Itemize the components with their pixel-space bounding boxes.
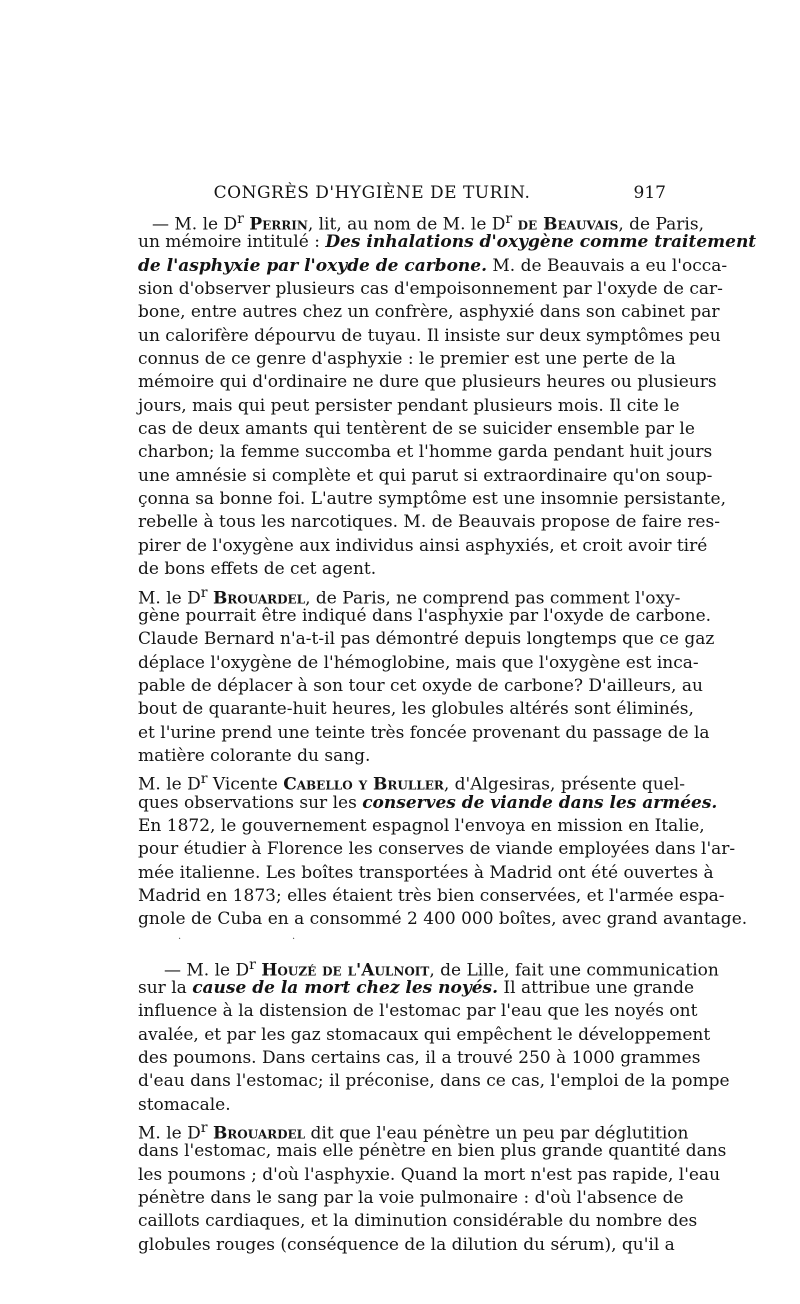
text-line: un calorifère dépourvu de tuyau. Il insiste sur deux symptômes peu bbox=[138, 325, 721, 346]
running-head: CONGRÈS D'HYGIÈNE DE TURIN. bbox=[213, 183, 531, 203]
text-line: globules rouges (conséquence de la dilution du sérum), qu'il a bbox=[138, 1234, 675, 1255]
paragraph-brouardel-2 bbox=[138, 1117, 727, 1257]
text-line: influence à la distension de l'estomac par l'eau que les noyés ont bbox=[138, 1001, 698, 1022]
text-line: pirer de l'oxygène aux individus ainsi asphyxiés, et croit avoir tiré bbox=[138, 535, 708, 556]
text-line: Claude Bernard n'a-t-il pas démontré depuis longtemps que ce gaz bbox=[138, 629, 715, 650]
print-speck: · bbox=[178, 933, 182, 945]
text-line: M. le $D^r$ Brouardel dit que l'eau pénètre un peu par déglutition bbox=[138, 1120, 689, 1144]
text-line: stomacale. bbox=[138, 1094, 231, 1115]
text-line: dans l'estomac, mais elle pénètre en bien plus grande quantité dans bbox=[138, 1141, 727, 1162]
text-line: gnole de Cuba en a consommé 2 400 000 boîtes, avec grand avantage. bbox=[138, 909, 748, 930]
text-line: bone, entre autres chez un confrère, asphyxié dans son cabinet par bbox=[138, 302, 720, 323]
text-line: de bons effets de cet agent. bbox=[138, 559, 377, 580]
text-line: déplace l'oxygène de l'hémoglobine, mais que l'oxygène est inca- bbox=[138, 652, 699, 673]
author-name: Brouardel bbox=[212, 1123, 306, 1144]
text-line: matière colorante du sang. bbox=[138, 745, 371, 766]
text-line: — M. le $D^r$ Houzé de l'Aulnoit, de Lille, fait une communication bbox=[164, 956, 719, 981]
author-name: Brouardel bbox=[212, 588, 306, 609]
page-number: 917 bbox=[633, 183, 666, 203]
text-line: M. le $D^r$ Vicente Cabello y Bruller, d'Algesiras, présente quel- bbox=[138, 771, 686, 795]
text-line: charbon; la femme succomba et l'homme garda pendant huit jours bbox=[138, 442, 713, 463]
memoir-title: cause de la mort chez les noyés. bbox=[192, 978, 499, 998]
text-line: d'eau dans l'estomac; il préconise, dans ce cas, l'emploi de la pompe bbox=[138, 1071, 730, 1092]
author-name: Perrin bbox=[249, 214, 308, 235]
text-line: — M. le $D^r$ Perrin, lit, au nom de M. le $D^r$ de Beauvais, de Paris, bbox=[152, 211, 704, 235]
text-line: pable de déplacer à son tour cet oxyde de carbone? D'ailleurs, au bbox=[138, 675, 703, 696]
text-line: M. le $D^r$ Brouardel, de Paris, ne comprend pas comment l'oxy- bbox=[138, 584, 681, 609]
memoir-title: de l'asphyxie par l'oxyde de carbone. bbox=[138, 255, 487, 276]
text-line: une amnésie si complète et qui parut si extraordinaire qu'on soup- bbox=[138, 465, 713, 486]
section-gap bbox=[138, 932, 666, 954]
text-line: mémoire qui d'ordinaire ne dure que plusieurs heures ou plusieurs bbox=[138, 372, 717, 393]
text-line: ques observations sur les conserves de viande dans les armées. bbox=[138, 792, 718, 813]
text-line: pour étudier à Florence les conserves de viande employées dans l'ar- bbox=[138, 839, 736, 860]
page-header bbox=[138, 180, 666, 206]
text-line: jours, mais qui peut persister pendant plusieurs mois. Il cite le bbox=[138, 395, 680, 416]
text-line: mée italienne. Les boîtes transportées à Madrid ont été ouvertes à bbox=[138, 862, 714, 883]
text-line: cas de deux amants qui tentèrent de se suicider ensemble par le bbox=[138, 419, 695, 440]
text-line: et l'urine prend une teinte très foncée provenant du passage de la bbox=[138, 722, 710, 743]
paragraph-cabello bbox=[138, 768, 748, 931]
author-name: de Beauvais bbox=[517, 214, 619, 235]
text-line: caillots cardiaques, et la diminution considérable du nombre des bbox=[138, 1211, 698, 1232]
text-line: çonna sa bonne foi. L'autre symptôme est une insomnie persistante, bbox=[138, 489, 727, 510]
paragraph-perrin bbox=[138, 208, 757, 582]
text-line: sion d'observer plusieurs cas d'empoisonnement par l'oxyde de car- bbox=[138, 279, 723, 300]
text-line: bout de quarante-huit heures, les globules altérés sont éliminés, bbox=[138, 699, 694, 720]
text-line: les poumons ; d'où l'asphyxie. Quand la mort n'est pas rapide, l'eau bbox=[138, 1164, 721, 1185]
text-line: sur la cause de la mort chez les noyés. Il attribue une grande bbox=[138, 978, 695, 998]
text-line: Madrid en 1873; elles étaient très bien conservées, et l'armée espa- bbox=[138, 885, 725, 906]
author-name: Houzé de l'Aulnoit bbox=[261, 960, 430, 981]
memoir-title: Des inhalations d'oxygène comme traitement bbox=[325, 232, 757, 253]
memoir-title: conserves de viande dans les armées. bbox=[362, 792, 718, 813]
text-line: avalée, et par les gaz stomacaux qui empêchent le développement bbox=[138, 1024, 711, 1045]
text-line: connus de ce genre d'asphyxie : le premier est une perte de la bbox=[138, 349, 676, 370]
text-line: un mémoire intitulé : Des inhalations d'oxygène comme traitement bbox=[138, 232, 757, 253]
print-speck: · bbox=[292, 933, 296, 945]
author-name: Cabello y Bruller bbox=[283, 774, 444, 795]
text-line: de l'asphyxie par l'oxyde de carbone. M. de Beauvais a eu l'occa- bbox=[138, 255, 728, 276]
text-line: gène pourrait être indiqué dans l'asphyxie par l'oxyde de carbone. bbox=[138, 605, 712, 626]
paragraph-brouardel-1 bbox=[138, 582, 715, 769]
paragraph-houze bbox=[138, 954, 730, 1117]
text-line: En 1872, le gouvernement espagnol l'envoya en mission en Italie, bbox=[138, 815, 705, 836]
body-text bbox=[138, 208, 757, 1257]
text-line: des poumons. Dans certains cas, il a trouvé 250 à 1000 grammes bbox=[138, 1048, 701, 1069]
text-line: rebelle à tous les narcotiques. M. de Beauvais propose de faire res- bbox=[138, 512, 720, 533]
text-line: pénètre dans le sang par la voie pulmonaire : d'où l'absence de bbox=[138, 1188, 684, 1209]
